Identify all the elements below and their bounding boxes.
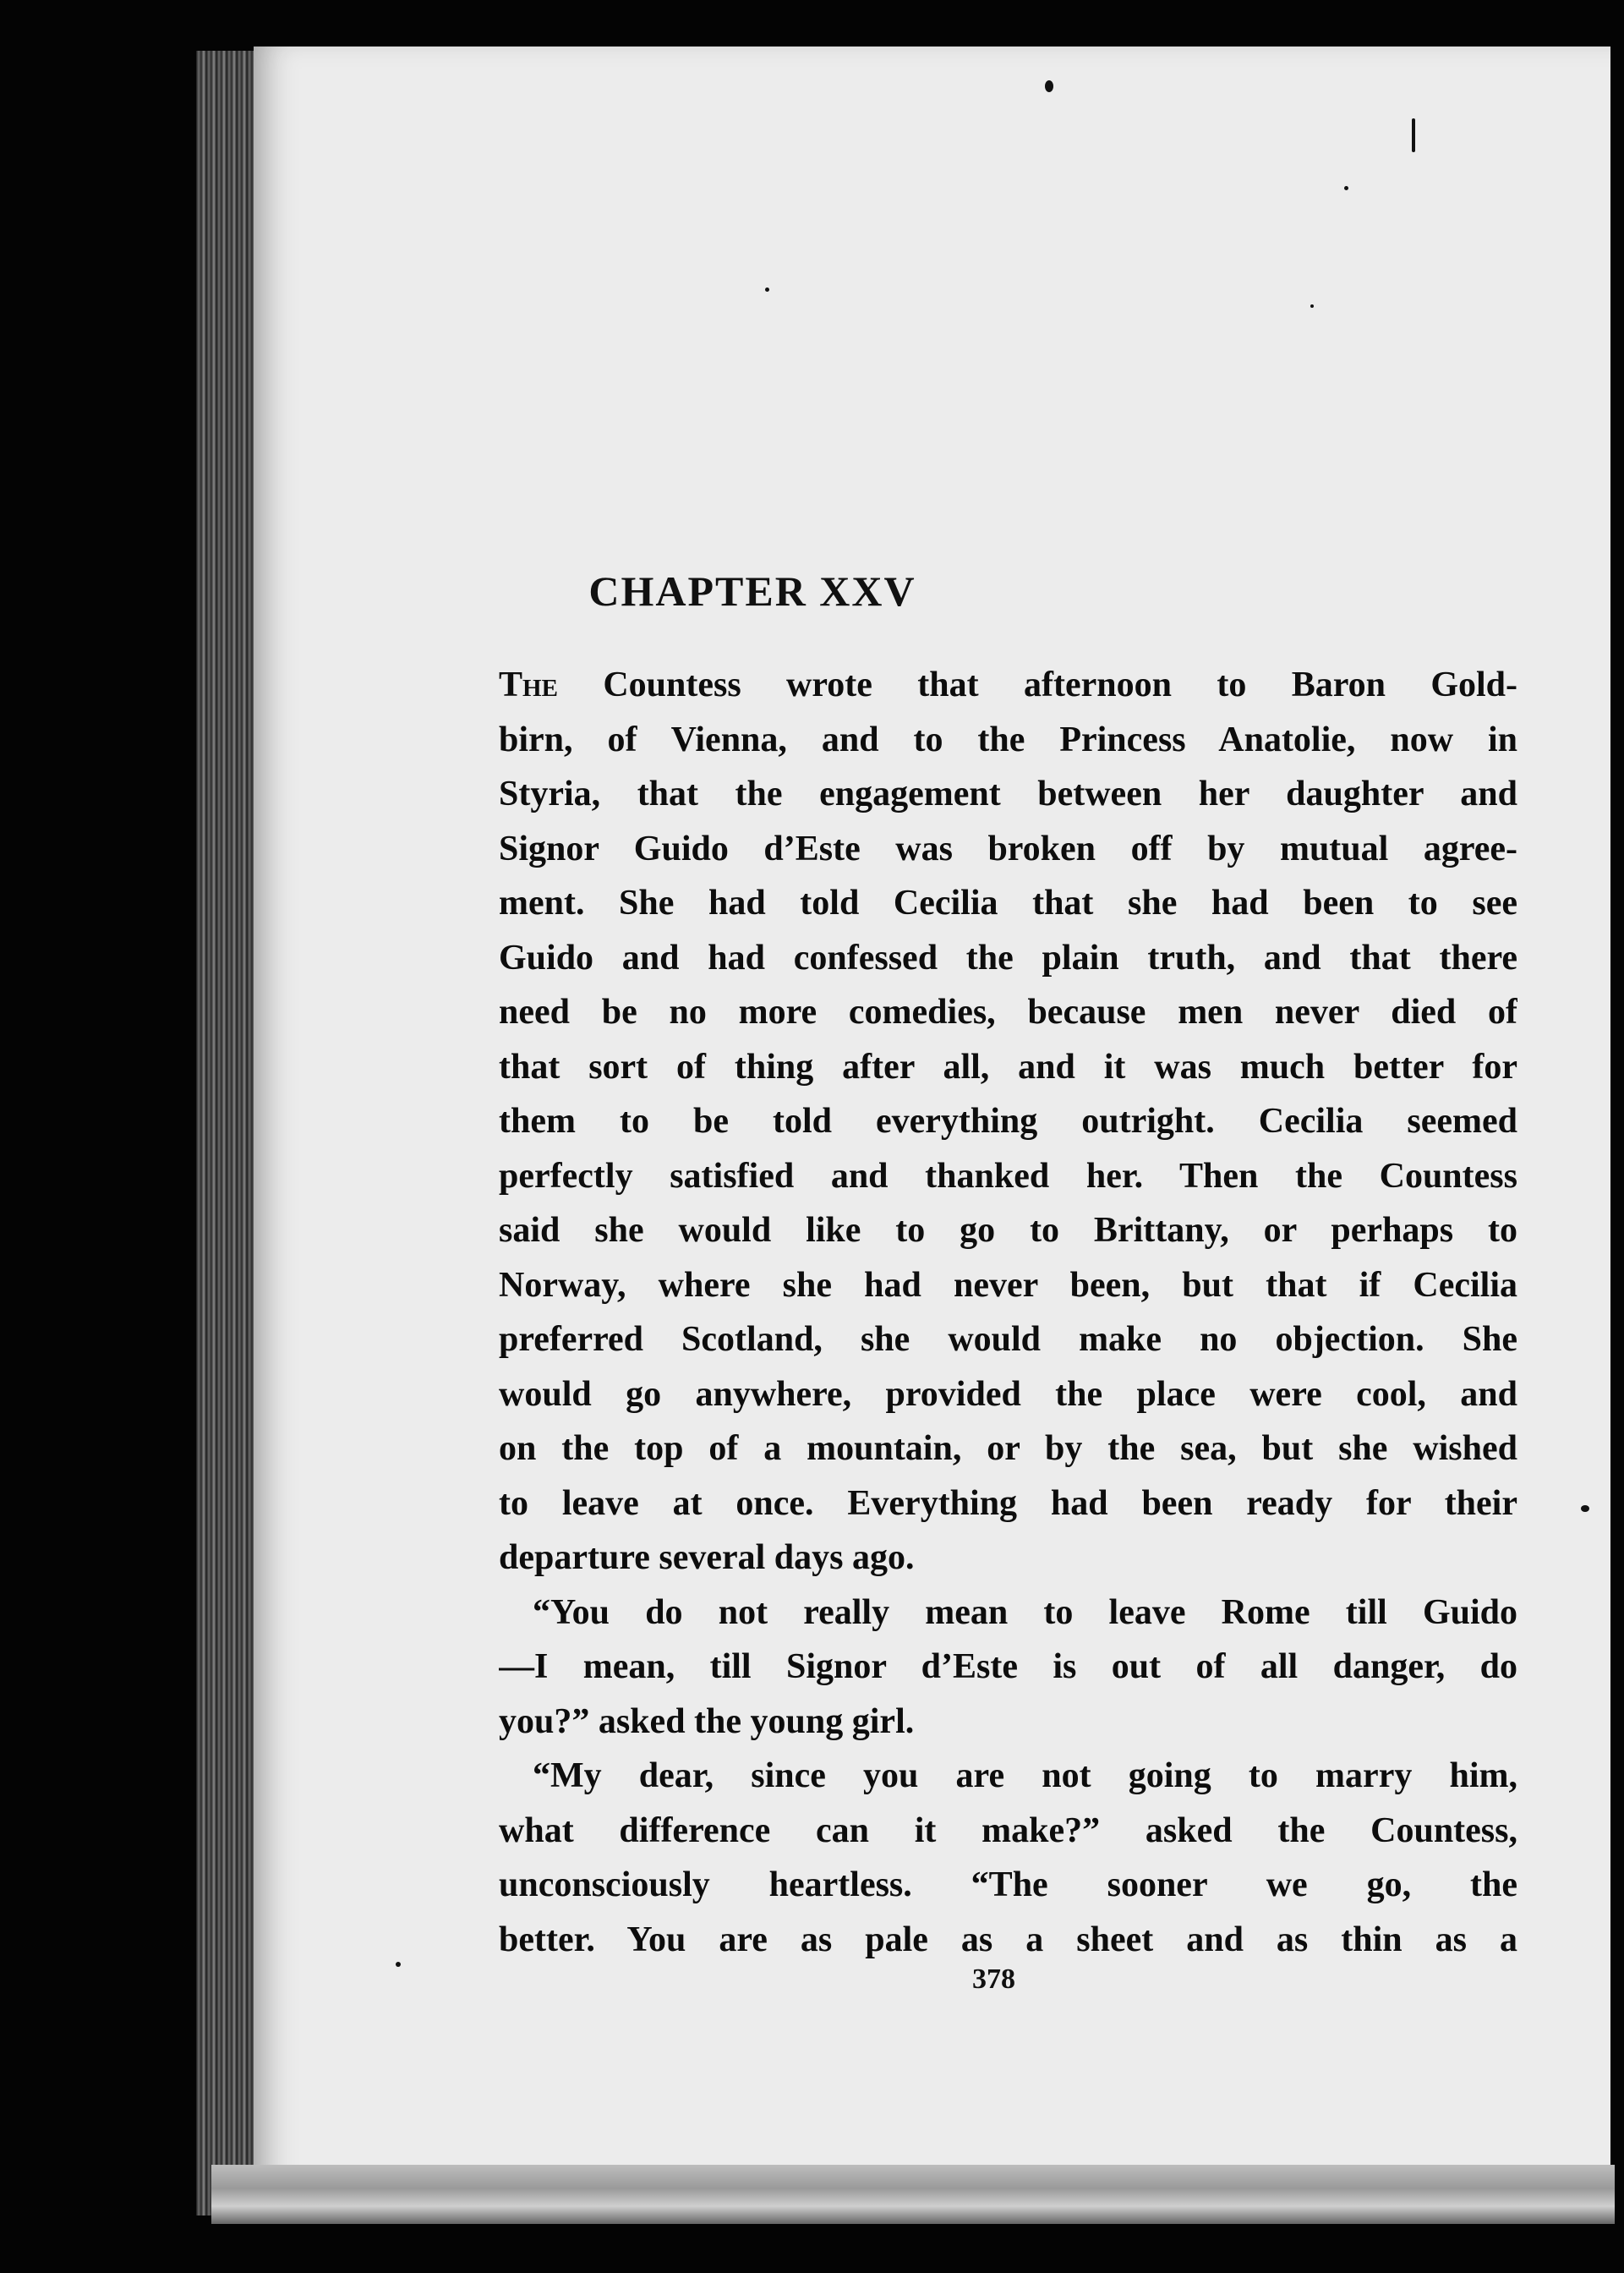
text-line: Guido and had confessed the plain truth, and that there [499, 938, 1517, 978]
text-line: “You do not really mean to leave Rome till Guido [533, 1592, 1517, 1632]
text-line: would go anywhere, provided the place were cool, and [499, 1374, 1517, 1414]
text-line: to leave at once. Everything had been ready for their [499, 1483, 1517, 1523]
text-line: unconsciously heartless. “The sooner we go, the [499, 1865, 1517, 1904]
text-line-content: Countess wrote that afternoon to Baron Gold- [603, 665, 1517, 704]
text-line: Styria, that the engagement between her daughter and [499, 775, 1517, 813]
text-line: need be no more comedies, because men never died of [499, 993, 1517, 1032]
paragraph-lead-word: The [499, 665, 558, 704]
scan-speck [1045, 80, 1053, 92]
text-line: “My dear, since you are not going to marry him, [533, 1756, 1517, 1795]
text-line: Norway, where she had never been, but that if Cecilia [499, 1265, 1517, 1305]
paragraph [499, 1749, 1517, 1967]
chapter-body [499, 658, 1517, 1967]
text-line: ment. She had told Cecilia that she had been to see [499, 884, 1517, 923]
text-line: said she would like to go to Brittany, or perhaps to [499, 1211, 1517, 1250]
text-line: on the top of a mountain, or by the sea, but she wished [499, 1429, 1517, 1468]
text-line: birn, of Vienna, and to the Princess Anatolie, now in [499, 720, 1517, 759]
text-line: what difference can it make?” asked the Countess, [499, 1810, 1517, 1850]
scan-speck [1344, 186, 1348, 190]
text-line [499, 658, 1517, 713]
text-line: Signor Guido d’Este was broken off by mutual agree- [499, 829, 1517, 868]
text-line: departure several days ago. [499, 1538, 915, 1577]
paragraph [499, 658, 1517, 1586]
book-bottom-edge [211, 2165, 1615, 2224]
scan-speck [1412, 118, 1415, 152]
scan-speck [765, 288, 769, 292]
page-number: 378 [972, 1964, 1015, 1995]
text-line: them to be told everything outright. Cecilia seemed [499, 1102, 1517, 1141]
text-line: —I mean, till Signor d’Este is out of all danger, do [499, 1647, 1517, 1686]
text-line: that sort of thing after all, and it was much better for [499, 1047, 1517, 1087]
scan-speck [396, 1962, 401, 1967]
scan-speck [1581, 1505, 1589, 1512]
text-line: you?” asked the young girl. [499, 1701, 915, 1741]
paragraph [499, 1586, 1517, 1750]
scan-speck [1310, 304, 1314, 308]
chapter-title: CHAPTER XXV [588, 567, 916, 615]
text-line: perfectly satisfied and thanked her. Then the Countess [499, 1156, 1517, 1196]
text-line: better. You are as pale as a sheet and as thin as a [499, 1920, 1517, 1959]
text-line: preferred Scotland, she would make no objection. She [499, 1320, 1517, 1359]
